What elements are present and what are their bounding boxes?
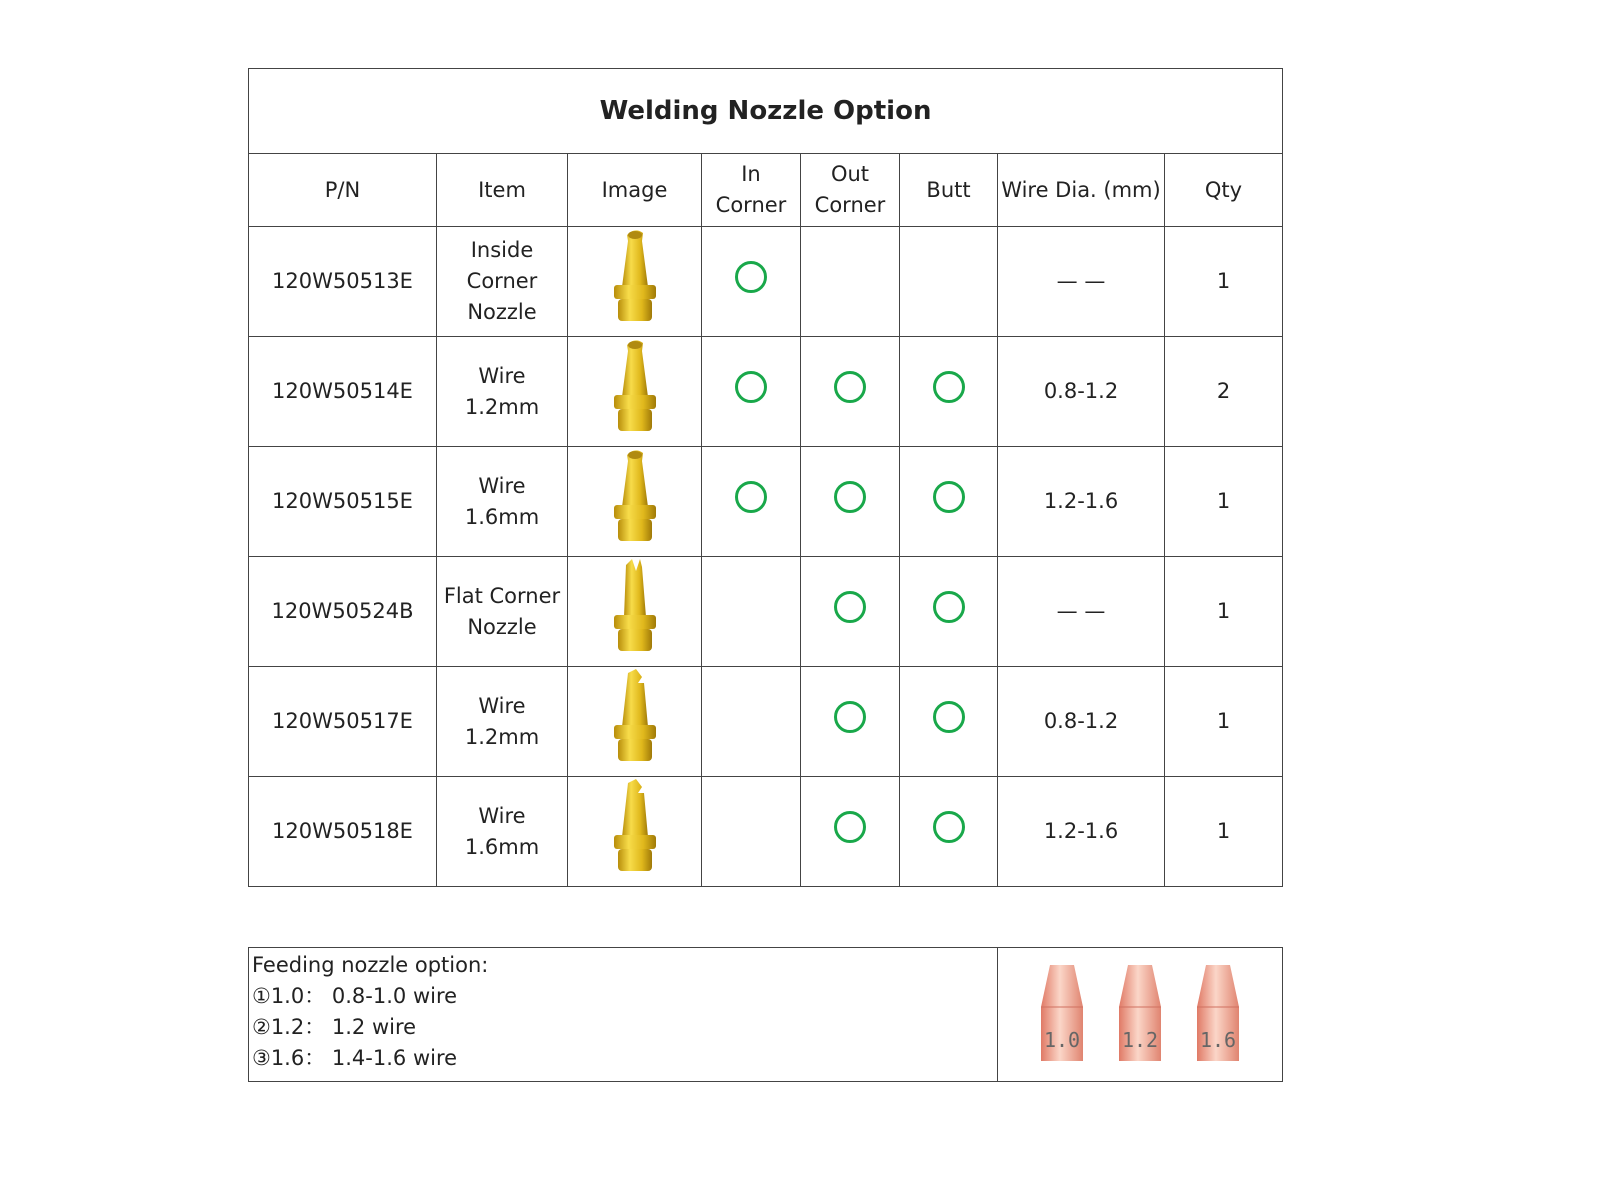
check-circle-icon xyxy=(933,701,965,733)
butt-cell xyxy=(900,557,998,667)
header-text: Corner xyxy=(715,193,787,217)
out-cell xyxy=(801,777,900,887)
pn-cell: 120W50517E xyxy=(249,667,437,777)
item-text: Wire xyxy=(478,473,526,498)
feeding-nozzle-image xyxy=(1115,961,1165,1071)
qty-cell: 1 xyxy=(1165,667,1283,777)
header-out-corner xyxy=(801,154,900,227)
butt-cell xyxy=(900,667,998,777)
item-text: Inside xyxy=(470,238,534,262)
feeding-nozzle-images xyxy=(998,948,1282,1081)
item-text: Nozzle xyxy=(467,614,537,639)
feeding-heading: Feeding nozzle option: xyxy=(252,953,489,977)
pn-cell: 120W50513E xyxy=(249,227,437,337)
table-row xyxy=(249,447,1283,557)
out-cell xyxy=(801,337,900,447)
butt-cell xyxy=(900,447,998,557)
item-cell xyxy=(437,227,568,337)
header-butt: Butt xyxy=(900,154,998,227)
item-text: 1.6mm xyxy=(464,834,540,859)
header-qty: Qty xyxy=(1165,154,1283,227)
out-cell xyxy=(801,447,900,557)
qty-cell: 1 xyxy=(1165,777,1283,887)
pn-cell: 120W50515E xyxy=(249,447,437,557)
check-circle-icon xyxy=(735,481,767,513)
item-cell xyxy=(437,777,568,887)
item-text: 1.2mm xyxy=(464,724,540,749)
nozzle-image xyxy=(568,557,702,667)
qty-cell: 2 xyxy=(1165,337,1283,447)
butt-cell xyxy=(900,777,998,887)
out-cell xyxy=(801,557,900,667)
in-cell xyxy=(702,777,801,887)
feeding-option: ①1.0： 0.8-1.0 wire xyxy=(252,984,458,1008)
nozzle-size-label: 1.6 xyxy=(1199,1027,1237,1052)
out-cell xyxy=(801,227,900,337)
item-cell xyxy=(437,447,568,557)
check-circle-icon xyxy=(933,481,965,513)
table-row xyxy=(249,557,1283,667)
table-row xyxy=(249,227,1283,337)
check-circle-icon xyxy=(933,811,965,843)
butt-cell xyxy=(900,227,998,337)
item-text: Flat Corner xyxy=(443,583,561,608)
pn-cell: 120W50524B xyxy=(249,557,437,667)
wire-dia-cell: 0.8-1.2 xyxy=(998,667,1165,777)
table-title: Welding Nozzle Option xyxy=(249,69,1283,154)
nozzle-size-label: 1.2 xyxy=(1121,1027,1159,1052)
welding-nozzle-table xyxy=(248,68,1283,887)
item-text: Wire xyxy=(478,363,526,388)
item-cell xyxy=(437,337,568,447)
qty-cell: 1 xyxy=(1165,227,1283,337)
header-text: In xyxy=(741,162,761,186)
header-item: Item xyxy=(437,154,568,227)
butt-cell xyxy=(900,337,998,447)
check-circle-icon xyxy=(834,811,866,843)
check-circle-icon xyxy=(834,701,866,733)
in-cell xyxy=(702,557,801,667)
nozzle-image xyxy=(568,667,702,777)
feeding-option: ②1.2： 1.2 wire xyxy=(252,1015,417,1039)
item-cell xyxy=(437,667,568,777)
table-row xyxy=(249,777,1283,887)
item-text: 1.6mm xyxy=(464,504,540,529)
header-image: Image xyxy=(568,154,702,227)
header-pn: P/N xyxy=(249,154,437,227)
header-in-corner xyxy=(702,154,801,227)
pn-cell: 120W50514E xyxy=(249,337,437,447)
nozzle-size-label: 1.0 xyxy=(1043,1027,1081,1052)
check-circle-icon xyxy=(735,261,767,293)
feeding-nozzle-text xyxy=(249,948,998,1081)
wire-dia-cell: 1.2-1.6 xyxy=(998,447,1165,557)
wire-dia-cell: 0.8-1.2 xyxy=(998,337,1165,447)
table-row xyxy=(249,667,1283,777)
in-cell xyxy=(702,337,801,447)
pn-cell: 120W50518E xyxy=(249,777,437,887)
feeding-nozzle-image xyxy=(1193,961,1243,1071)
in-cell xyxy=(702,667,801,777)
check-circle-icon xyxy=(735,371,767,403)
table-row xyxy=(249,337,1283,447)
wire-dia-cell: — — xyxy=(998,557,1165,667)
check-circle-icon xyxy=(834,371,866,403)
item-text: Wire xyxy=(478,693,526,718)
in-cell xyxy=(702,227,801,337)
feeding-option: ③1.6： 1.4-1.6 wire xyxy=(252,1046,458,1070)
nozzle-image xyxy=(568,777,702,887)
in-cell xyxy=(702,447,801,557)
header-wire-dia: Wire Dia. (mm) xyxy=(998,154,1165,227)
nozzle-image xyxy=(568,337,702,447)
check-circle-icon xyxy=(933,371,965,403)
feeding-nozzle-box xyxy=(248,947,1283,1082)
item-text: Corner xyxy=(466,269,538,293)
nozzle-image xyxy=(568,227,702,337)
item-text: Wire xyxy=(478,803,526,828)
wire-dia-cell: 1.2-1.6 xyxy=(998,777,1165,887)
item-text: Nozzle xyxy=(467,300,537,324)
header-text: Out xyxy=(830,162,870,186)
qty-cell: 1 xyxy=(1165,447,1283,557)
check-circle-icon xyxy=(834,481,866,513)
check-circle-icon xyxy=(933,591,965,623)
qty-cell: 1 xyxy=(1165,557,1283,667)
nozzle-image xyxy=(568,447,702,557)
feeding-nozzle-image xyxy=(1037,961,1087,1071)
out-cell xyxy=(801,667,900,777)
wire-dia-cell: — — xyxy=(998,227,1165,337)
header-text: Corner xyxy=(814,193,886,217)
item-text: 1.2mm xyxy=(464,394,540,419)
check-circle-icon xyxy=(834,591,866,623)
item-cell xyxy=(437,557,568,667)
